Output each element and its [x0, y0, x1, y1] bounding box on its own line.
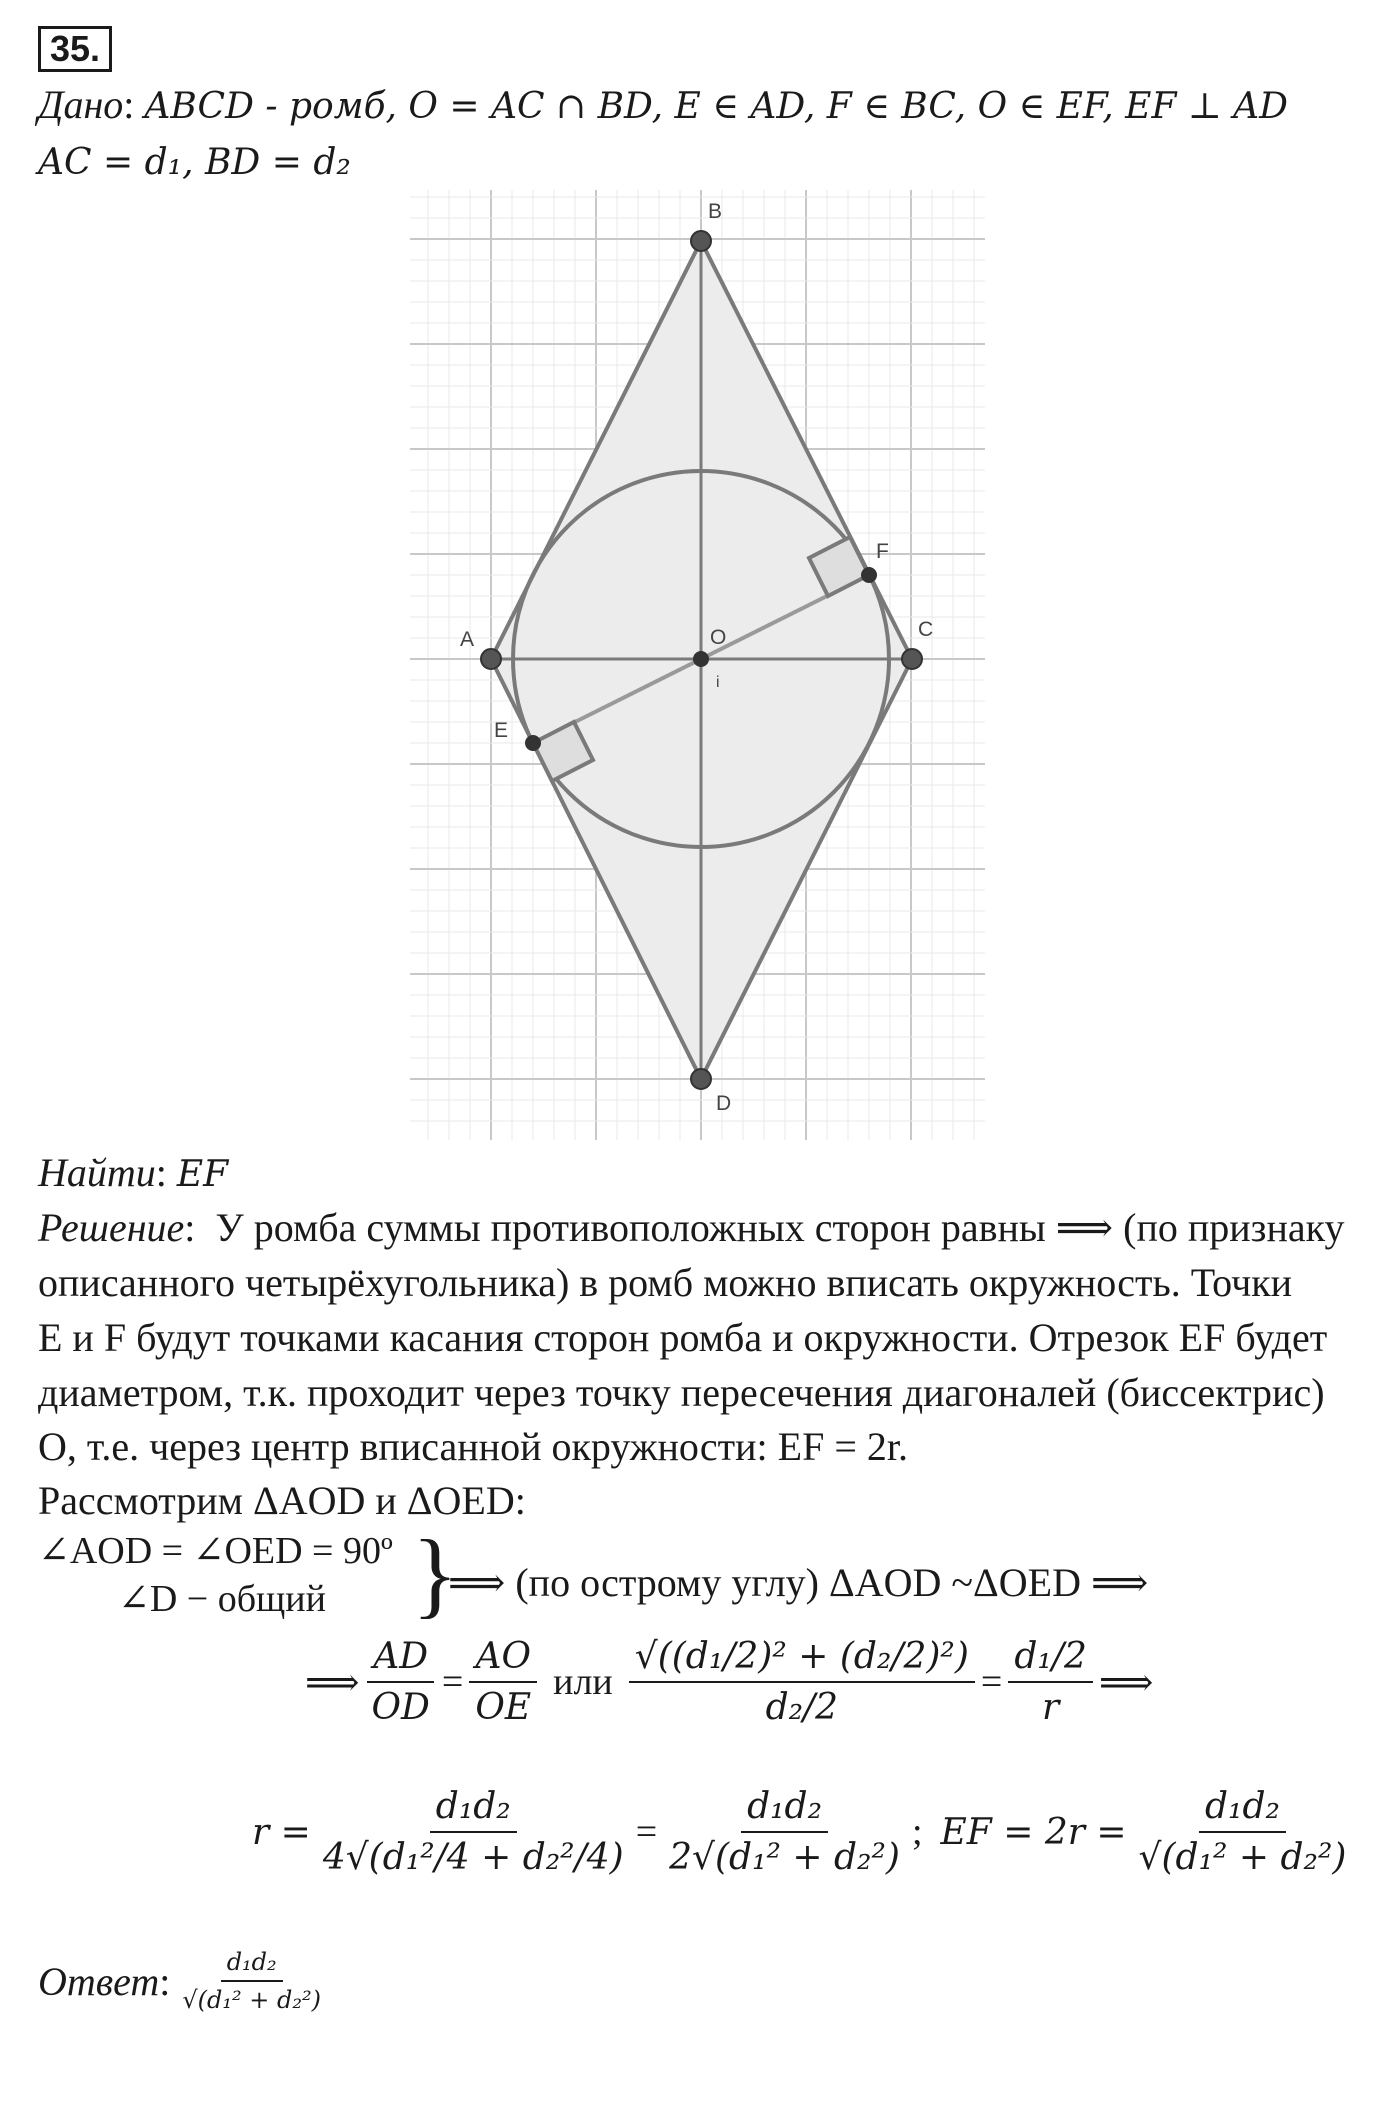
- eq2-r-prefix: r =: [252, 1811, 311, 1853]
- label-C: C: [918, 618, 934, 641]
- label-A: A: [460, 628, 475, 651]
- eq1-frac3-den: d₂/2: [765, 1687, 839, 1728]
- point-B: [691, 231, 711, 251]
- point-A: [481, 649, 501, 669]
- eq1-tail-arrow: ⟹: [1098, 1661, 1154, 1704]
- eq2-frac3-den: √(d₁² + d₂²): [1138, 1837, 1347, 1878]
- find-label: Найти: [38, 1150, 156, 1195]
- equation-1: [305, 1636, 1153, 1728]
- eq1-frac1-den: OD: [371, 1687, 430, 1728]
- rhombus-figure: [405, 188, 995, 1148]
- solution-line-6: Рассмотрим ΔAOD и ΔOED:: [38, 1478, 526, 1523]
- system-brace: }: [412, 1520, 459, 1627]
- point-F: [861, 567, 877, 583]
- eq2-ef-prefix: EF = 2r =: [940, 1811, 1127, 1853]
- solution-line-3: E и F будут точками касания сторон ромба и окружности. Отрезок EF будет: [38, 1315, 1328, 1360]
- system-line-2: ∠D − общий: [118, 1578, 326, 1620]
- point-E: [525, 735, 541, 751]
- solution-text-1: У ромба суммы противоположных сторон равны ⟹ (по признаку: [215, 1205, 1345, 1250]
- label-O: O: [710, 626, 727, 649]
- label-B: B: [708, 200, 723, 223]
- eq1-frac4-den: r: [1041, 1687, 1060, 1728]
- label-F: F: [876, 540, 889, 563]
- eq1-or: или: [553, 1661, 613, 1703]
- eq1-frac1-num: AD: [367, 1636, 434, 1683]
- eq1-frac2-den: OE: [475, 1687, 532, 1728]
- given-label: Дано: [38, 82, 124, 127]
- find-line: Найти: EF: [38, 1150, 229, 1195]
- eq1-arrow: ⟹: [305, 1661, 360, 1704]
- given-line-1: Дано: ABCD - ромб, O = AC ∩ BD, E ∈ AD, F ∈ BC, O ∈ EF, EF ⊥ AD: [38, 82, 1289, 127]
- given-diagonals: AC = d₁, BD = d₂: [38, 142, 351, 183]
- system-line-1: ∠AOD = ∠OED = 90º: [38, 1530, 393, 1572]
- answer-den: √(d₁² + d₂²): [182, 1986, 321, 2014]
- eq2-separator: ;: [911, 1811, 923, 1853]
- solution-line-1: Решение: У ромба суммы противоположных сторон равны ⟹ (по признаку: [38, 1205, 1345, 1250]
- system-conclusion: ⟹ (по острому углу) ΔAOD ~ΔOED ⟹: [448, 1560, 1149, 1605]
- point-O: [693, 651, 709, 667]
- eq2-frac2-den: 2√(d₁² + d₂²): [669, 1837, 900, 1878]
- answer-num: d₁d₂: [221, 1948, 283, 1982]
- problem-number: 35.: [38, 26, 112, 72]
- eq1-equals-2: =: [980, 1661, 1003, 1703]
- eq2-frac1-den: 4√(d₁²/4 + d₂²/4): [322, 1837, 624, 1878]
- eq2-frac3-num: d₁d₂: [1199, 1786, 1286, 1833]
- eq1-frac2-num: AO: [469, 1636, 537, 1683]
- eq2-frac2-num: d₁d₂: [741, 1786, 828, 1833]
- eq2-frac1-num: d₁d₂: [430, 1786, 517, 1833]
- eq1-frac3-num: √((d₁/2)² + (d₂/2)²): [629, 1636, 975, 1683]
- eq1-frac4-num: d₁/2: [1008, 1636, 1093, 1683]
- solution-line-2: описанного четырёхугольника) в ромб можно вписать окружность. Точки: [38, 1260, 1293, 1305]
- solution-line-5: O, т.е. через центр вписанной окружности: EF = 2r.: [38, 1424, 908, 1469]
- label-D: D: [716, 1092, 732, 1115]
- eq1-equals: =: [441, 1661, 464, 1703]
- point-C: [902, 649, 922, 669]
- answer-line: Ответ : $\frac{\text{d₁d₂}}{\text{√(d₁² + d₂²)}}$: [38, 1948, 333, 2014]
- equation-2: r = $\frac{\text{d₁d₂}}{\text{4√(d₁²/4 + d₂²/4)}}$ = $\frac{\text{d₁d₂}}{\text{2√(d₁² + d₂²)}}$ ; EF = 2r = $\frac{\text{d₁d₂}}{\text{√(d₁² + d₂²)}}$: [252, 1786, 1358, 1878]
- label-i: i: [716, 674, 720, 691]
- solution-line-4: диаметром, т.к. проходит через точку пересечения диагоналей (биссектрис): [38, 1370, 1325, 1415]
- solution-label: Решение: [38, 1205, 185, 1250]
- point-D: [691, 1069, 711, 1089]
- find-target: EF: [176, 1154, 229, 1195]
- given-line-2: [38, 134, 351, 190]
- answer-label: Ответ: [38, 1958, 160, 2004]
- label-E: E: [494, 719, 509, 742]
- given-conditions: ABCD - ромб, O = AC ∩ BD, E ∈ AD, F ∈ BC, O ∈ EF, EF ⊥ AD: [144, 86, 1289, 127]
